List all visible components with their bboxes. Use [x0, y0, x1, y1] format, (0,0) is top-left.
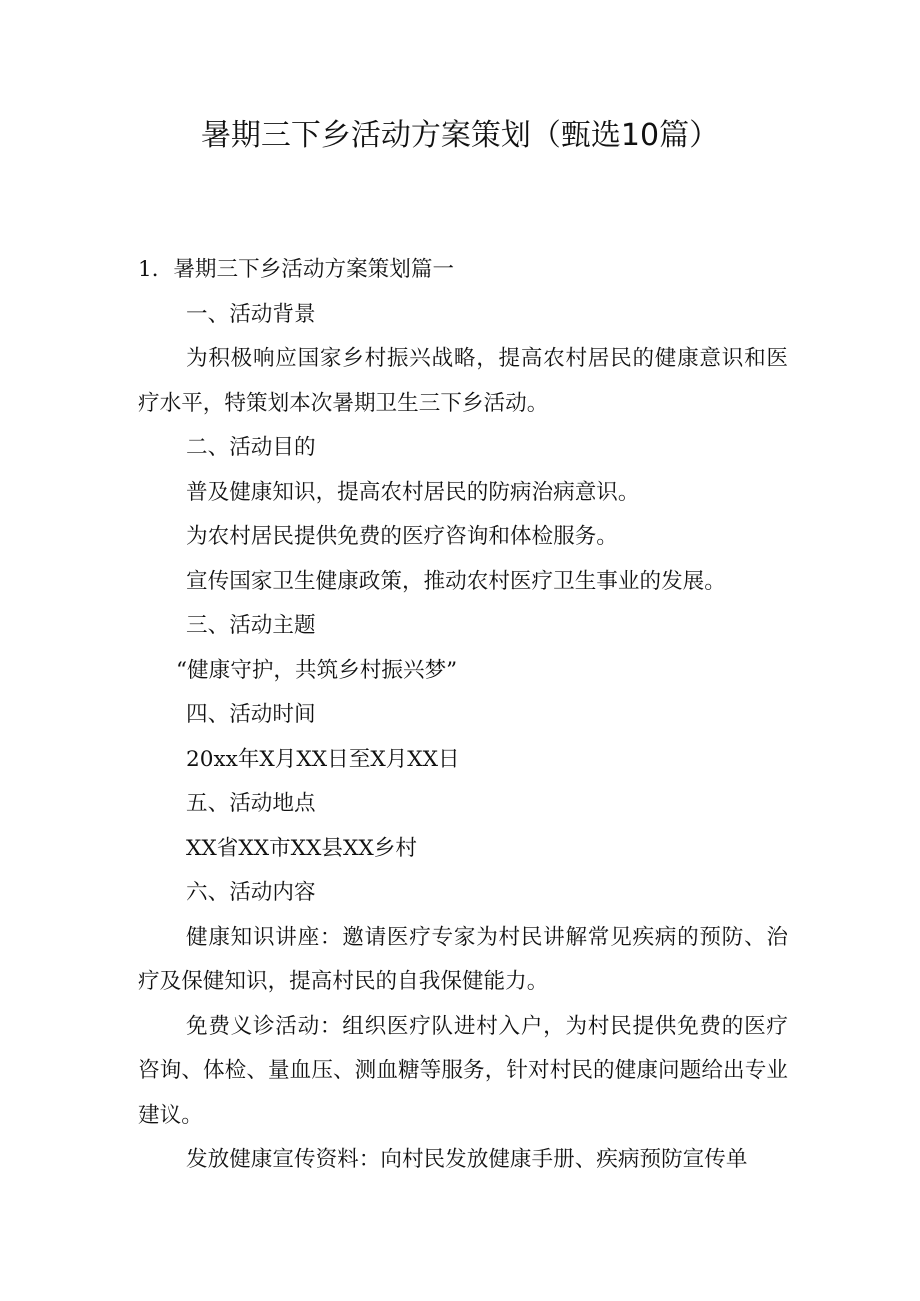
body-paragraph: 免费义诊活动：组织医疗队进村入户，为村民提供免费的医疗咨询、体检、量血压、测血糖等服务，针对村民的健康问题给出专业建议。: [138, 1013, 788, 1128]
body-paragraph: 为农村居民提供免费的医疗咨询和体检服务。: [186, 524, 618, 549]
activity-time: 20xx年X月XX日至X月XX日: [186, 746, 460, 772]
body-paragraph: 宣传国家卫生健康政策，推动农村医疗卫生事业的发展。: [186, 568, 726, 594]
body-paragraph: 普及健康知识，提高农村居民的防病治病意识。: [186, 479, 640, 505]
body-paragraph: 发放健康宣传资料：向村民发放健康手册、疾病预防宣传单: [186, 1147, 748, 1172]
subsection-heading: 一、活动背景: [186, 301, 316, 327]
section-heading: 1．暑期三下乡活动方案策划篇一: [138, 257, 455, 282]
body-paragraph: 为积极响应国家乡村振兴战略，提高农村居民的健康意识和医疗水平，特策划本次暑期卫生三下乡活动。: [138, 346, 788, 416]
body-paragraph: 健康知识讲座：邀请医疗专家为村民讲解常见疾病的预防、治疗及保健知识，提高村民的自我保健能力。: [138, 924, 788, 994]
subsection-heading: 四、活动时间: [186, 702, 316, 727]
document-title: 暑期三下乡活动方案策划（甄选10篇）: [200, 118, 720, 153]
subsection-heading: 五、活动地点: [186, 791, 316, 816]
activity-theme: “健康守护，共筑乡村振兴梦”: [176, 657, 458, 683]
subsection-heading: 二、活动目的: [186, 435, 316, 460]
subsection-heading: 六、活动内容: [186, 880, 316, 905]
subsection-heading: 三、活动主题: [186, 613, 316, 638]
document-body: [138, 248, 788, 1183]
activity-location: XX省XX市XX县XX乡村: [186, 835, 417, 861]
